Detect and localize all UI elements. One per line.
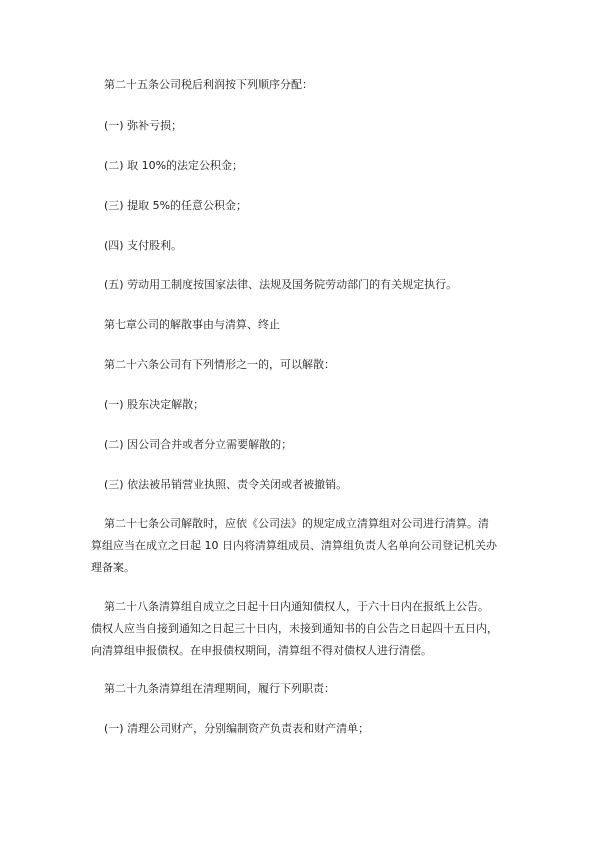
article-26-item-2: (二) 因公司合并或者分立需要解散的； [104, 438, 293, 451]
article-25-item-1: (一) 弥补亏损； [104, 119, 183, 132]
article-28-line-1: 第二十八条清算组自成立之日起十日内通知债权人，于六十日内在报纸上公告。 [104, 600, 489, 613]
article-27-line-3: 理备案。 [91, 561, 135, 574]
article-29-heading: 第二十九条清算组在清理期间，履行下列职责： [104, 682, 335, 695]
article-27-line-1: 第二十七条公司解散时，应依《公司法》的规定成立清算组对公司进行清算。清 [104, 517, 489, 530]
article-25-heading: 第二十五条公司税后利润按下列顺序分配： [104, 78, 313, 91]
article-27-line-2: 算组应当在成立之日起 10 日内将清算组成员、清算组负责人名单向公司登记机关办 [91, 539, 497, 552]
article-26-item-3: (三) 依法被吊销营业执照、责令关闭或者被撤销。 [104, 478, 348, 491]
article-26-heading: 第二十六条公司有下列情形之一的，可以解散： [104, 358, 335, 371]
article-29-item-1: (一) 清理公司财产，分别编制资产负责表和财产清单； [104, 722, 370, 735]
article-27-paragraph [91, 513, 532, 579]
chapter-7-title: 第七章公司的解散事由与清算、终止 [104, 318, 280, 331]
article-25-item-4: (四) 支付股利。 [104, 239, 183, 252]
article-28-line-2: 债权人应当自接到通知之日起三十日内，未接到通知书的自公告之日起四十五日内， [91, 622, 498, 635]
article-25-item-3: (三) 提取 5%的任意公积金； [104, 199, 248, 212]
article-25-item-5: (五) 劳动用工制度按国家法律、法规及国务院劳动部门的有关规定执行。 [104, 278, 458, 291]
article-28-line-3: 向清算组申报债权。在申报债权期间，清算组不得对债权人进行清偿。 [91, 644, 432, 657]
article-26-item-1: (一) 股东决定解散； [104, 398, 205, 411]
article-28-paragraph [91, 596, 532, 662]
article-25-item-2: (二) 取 10%的法定公积金； [104, 159, 244, 172]
